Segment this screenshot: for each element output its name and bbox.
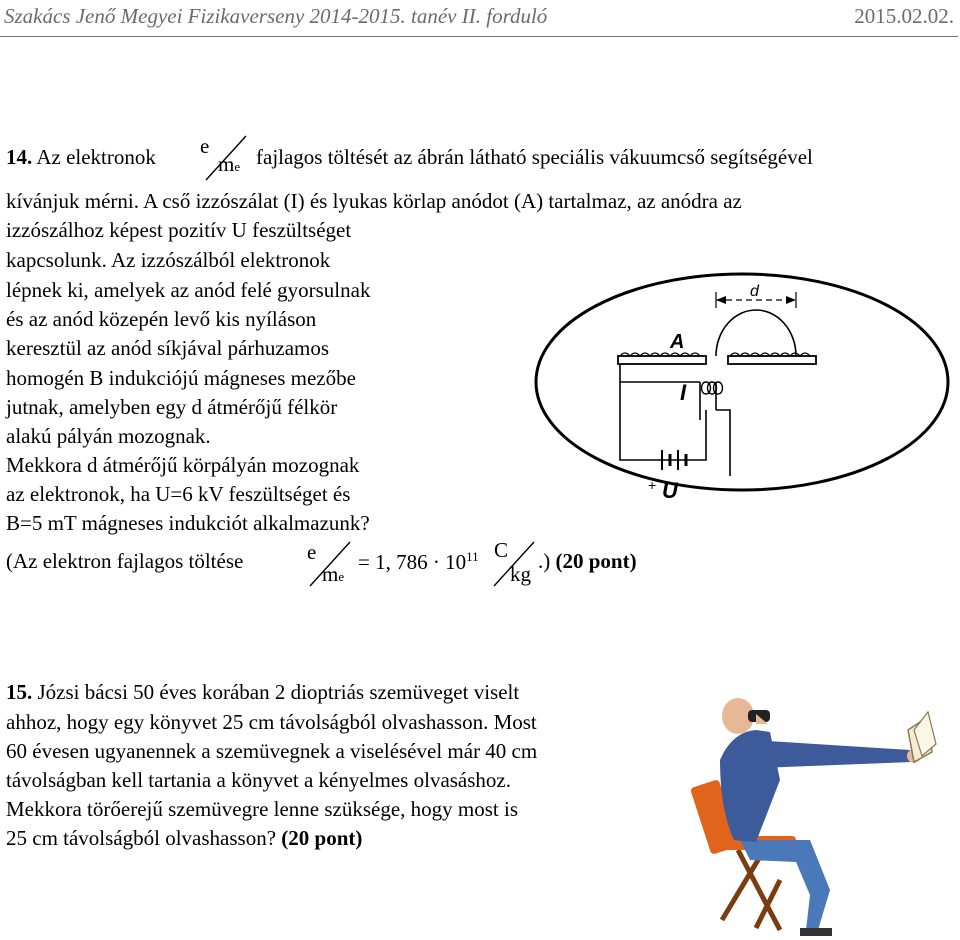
problem-text: az elektronok, ha U=6 kV feszültséget és bbox=[6, 482, 351, 506]
label-voltage: U bbox=[662, 478, 678, 503]
anode-plate-left bbox=[618, 356, 706, 364]
problem-text: távolságban kell tartania a könyvet a kényelmes olvasáshoz. bbox=[6, 768, 511, 792]
unit-denominator: kg bbox=[510, 562, 531, 586]
given-prefix: (Az elektron fajlagos töltése bbox=[6, 549, 244, 573]
problem-text: és az anód közepén levő kis nyíláson bbox=[6, 307, 317, 331]
problem-number: 14. bbox=[6, 145, 33, 169]
problem-text: fajlagos töltését az ábrán látható speciális vákuumcső segítségével bbox=[256, 145, 813, 169]
problem-text: ahhoz, hogy egy könyvet 25 cm távolságból olvashasson. Most bbox=[6, 710, 537, 734]
problem-text: 60 évesen ugyanennek a szemüvegnek a viselésével már 40 cm bbox=[6, 739, 538, 763]
problem-15-line-1 bbox=[6, 680, 519, 705]
outstretched-arm bbox=[752, 740, 912, 768]
specific-charge-numerator: e bbox=[200, 134, 210, 158]
denominator-subscript: e bbox=[338, 569, 345, 584]
filament-coil bbox=[702, 382, 723, 394]
problem-text: alakú pályán mozognak. bbox=[6, 424, 211, 448]
label-d: d bbox=[750, 283, 759, 300]
problem-number: 15. bbox=[6, 680, 33, 704]
anode-plate-right bbox=[728, 356, 816, 364]
electron-path bbox=[716, 310, 796, 356]
denominator-subscript: e bbox=[234, 159, 241, 174]
unit-numerator: C bbox=[494, 538, 509, 562]
problem-text: izzószálhoz képest pozitív U feszültséget bbox=[6, 218, 352, 242]
given-suffix bbox=[538, 549, 637, 574]
problem-text: lépnek ki, amelyek az anód felé gyorsulnak bbox=[6, 278, 371, 302]
problem-text: 25 cm távolságból olvashasson? bbox=[6, 826, 277, 850]
given-suffix-text: .) bbox=[538, 549, 551, 573]
label-filament: I bbox=[680, 380, 687, 405]
problem-text: keresztül az anód síkjával párhuzamos bbox=[6, 336, 330, 360]
problem-text: B=5 mT mágneses indukciót alkalmazunk? bbox=[6, 511, 370, 535]
header-rule bbox=[0, 36, 958, 37]
denominator-m: m bbox=[218, 152, 235, 176]
problem-text: homogén B indukciójú mágneses mezőbe bbox=[6, 366, 356, 390]
given-exponent: 11 bbox=[466, 549, 479, 564]
problem-15-last-line bbox=[6, 826, 362, 851]
page-header-title: Szakács Jenő Megyei Fizikaverseny 2014-2015. tanév II. forduló bbox=[4, 4, 548, 28]
page-header-date: 2015.02.02. bbox=[854, 4, 954, 28]
label-anode: A bbox=[670, 331, 685, 353]
problem-text: kívánjuk mérni. A cső izzószálat (I) és lyukas körlap anódot (A) tartalmaz, az anódra az bbox=[6, 189, 742, 213]
specific-charge-denominator bbox=[218, 152, 240, 177]
problem-text: jutnak, amelyben egy d átmérőjű félkör bbox=[6, 395, 338, 419]
given-value bbox=[358, 549, 479, 575]
problem-text: kapcsolunk. Az izzószálból elektronok bbox=[6, 248, 331, 272]
given-mantissa: = 1, 786 · 10 bbox=[358, 550, 467, 574]
problem-text: Mekkora törőerejű szemüvegre lenne szüksége, hogy most is bbox=[6, 797, 519, 821]
problem-text: Józsi bácsi 50 éves korában 2 dioptriás szemüveget viselt bbox=[37, 680, 520, 704]
points-label: (20 pont) bbox=[281, 826, 363, 850]
denominator-m: m bbox=[322, 562, 339, 586]
problem-text: Az elektronok bbox=[36, 145, 156, 169]
given-fraction-denominator bbox=[322, 562, 344, 587]
book-image bbox=[908, 712, 936, 762]
vacuum-tube-diagram bbox=[530, 270, 955, 530]
given-fraction-numerator: e bbox=[307, 540, 317, 564]
tube-envelope bbox=[536, 274, 948, 490]
man-reading-illustration bbox=[660, 690, 956, 938]
points-label: (20 pont) bbox=[555, 549, 637, 573]
problem-text: Mekkora d átmérőjű körpályán mozognak bbox=[6, 453, 360, 477]
label-plus: + bbox=[648, 477, 657, 493]
problem-14-line-1 bbox=[6, 145, 156, 170]
